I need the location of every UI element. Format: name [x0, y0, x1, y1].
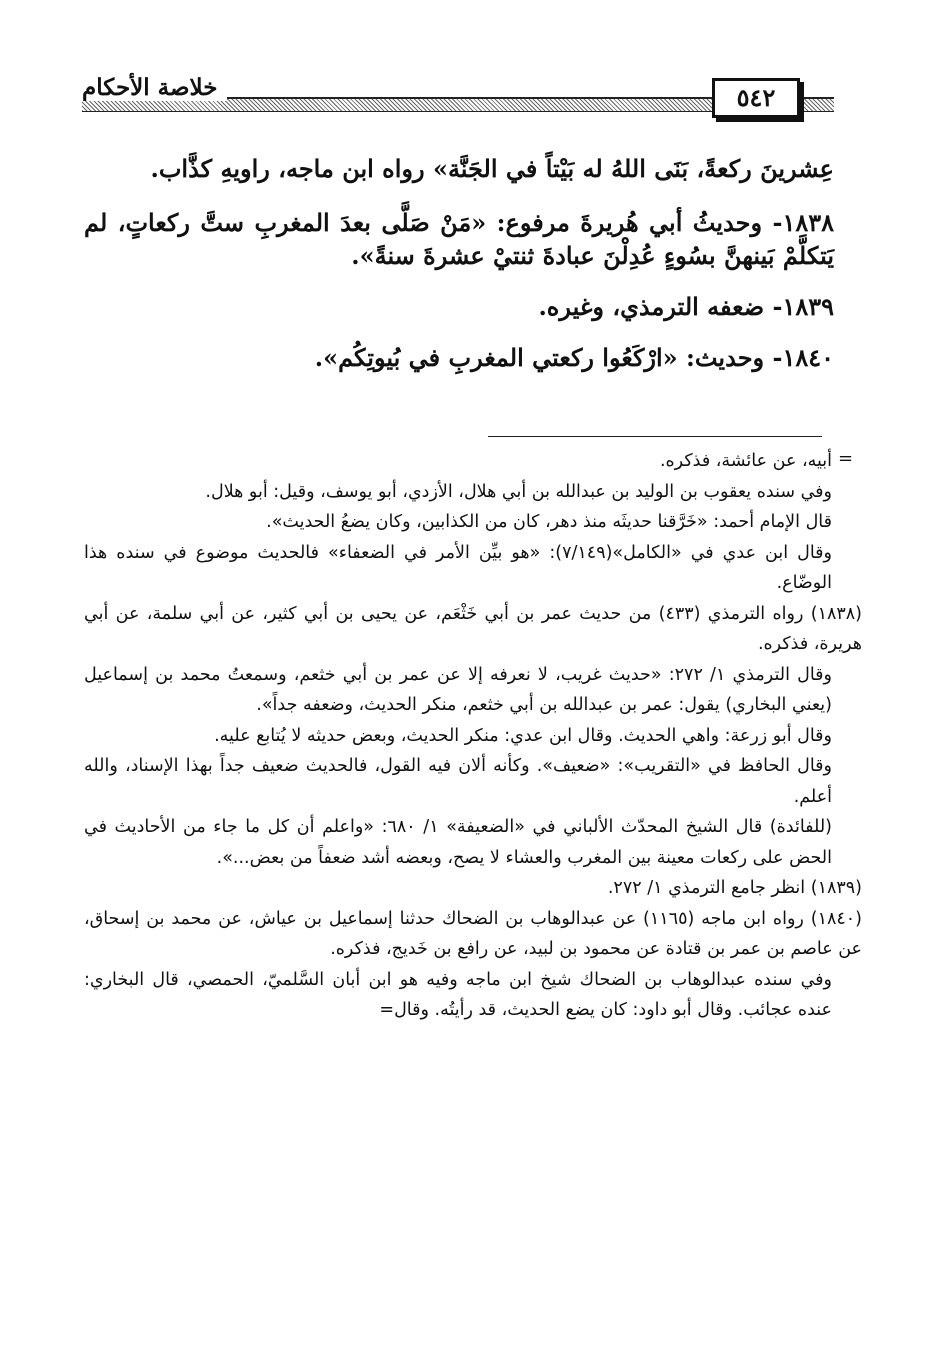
page-number: ٥٤٢	[712, 78, 800, 118]
hadith-1838: ١٨٣٨- وحديثُ أبي هُريرةَ مرفوع: «مَنْ صَلَّى بعدَ المغربِ ستَّ ركعاتٍ، لم يَتكلَّمْ بَينهنَّ بسُوءٍ عُدِلْنَ عبادةَ ثنتيْ عشرةَ سنةً».	[84, 208, 834, 270]
footnotes	[84, 446, 862, 1026]
hadith-1840: ١٨٤٠- وحديث: «ارْكَعُوا ركعتي المغربِ في بُيوتِكُم».	[314, 343, 834, 372]
main-text	[84, 150, 834, 374]
footnote-paragraph: (للفائدة) قال الشيخ المحدّث الألباني في «الضعيفة» ١/ ٦٨٠: «واعلم أن كل ما جاء من الأحاديث في الحض على ركعات معينة بين المغرب والعشاء لا يصح، وبعضه أشد ضعفاً من بعض...».	[84, 817, 832, 868]
footnote-1838: (١٨٣٨) رواه الترمذي (٤٣٣) من حديث عمر بن أبي خَثْعَم، عن يحيى بن أبي كثير، عن أبي سلمة، عن أبي هريرة، فذكره.	[84, 603, 862, 654]
continuation-mark: =	[838, 448, 854, 469]
footnote-paragraph: وقال الحافظ في «التقريب»: «ضعيف». وكأنه ألان فيه القول، فالحديث ضعيف جداً بهذا الإسناد، والله أعلم.	[84, 756, 832, 807]
book-title: خلاصة الأحكام	[82, 74, 227, 101]
footnote-paragraph: وقال ابن عدي في «الكامل»(٧/١٤٩): «هو بيِّن الأمر في الضعفاء» فالحديث موضوع في سنده هذا الوضّاع.	[84, 542, 832, 593]
footnote-paragraph: وفي سنده يعقوب بن الوليد بن عبدالله بن أبي هلال، الأزدي، أبو يوسف، وقيل: أبو هلال.	[205, 481, 832, 502]
running-header	[82, 70, 834, 116]
footnote-paragraph: وقال أبو زرعة: واهي الحديث. وقال ابن عدي: منكر الحديث، وبعض حديثه لا يُتابع عليه.	[214, 725, 832, 746]
footnote-1840: (١٨٤٠) رواه ابن ماجه (١١٦٥) عن عبدالوهاب بن الضحاك حدثنا إسماعيل بن عياش، عن محمد بن إسحاق، عن عاصم بن عمر بن قتادة عن محمود بن لبيد، عن رافع بن خَديج، فذكره.	[84, 908, 862, 959]
hadith-1839: ١٨٣٩- ضعفه الترمذي، وغيره.	[538, 292, 834, 321]
footnote-paragraph: وقال الترمذي ١/ ٢٧٢: «حديث غريب، لا نعرفه إلا عن عمر بن أبي خثعم، وسمعتُ محمد بن إسماعيل (يعني البخاري) يقول: عمر بن عبدالله بن أبي خثعم، منكر الحديث، وضعفه جداً».	[84, 664, 832, 715]
main-paragraph: عِشرينَ ركعةً، بَنَى اللهُ له بَيْتاً في الجَنَّة» رواه ابن ماجه، راويهِ كذَّاب.	[150, 154, 834, 183]
footnote-1839: (١٨٣٩) انظر جامع الترمذي ١/ ٢٧٢.	[607, 878, 862, 898]
footnote-separator	[488, 436, 822, 437]
footnote-paragraph: وفي سنده عبدالوهاب بن الضحاك شيخ ابن ماجه وفيه هو ابن أبان السَّلميّ، الحمصي، قال البخاري: عنده عجائب. وقال أبو داود: كان يضع الحديث، قد رأيتُه. وقال=	[84, 969, 832, 1020]
footnote-paragraph: قال الإمام أحمد: «خَرَّقنا حديثَه منذ دهر، كان من الكذابين، وكان يضعُ الحديث».	[266, 512, 832, 532]
footnote-paragraph: أبيه، عن عائشة، فذكره.	[659, 451, 832, 471]
